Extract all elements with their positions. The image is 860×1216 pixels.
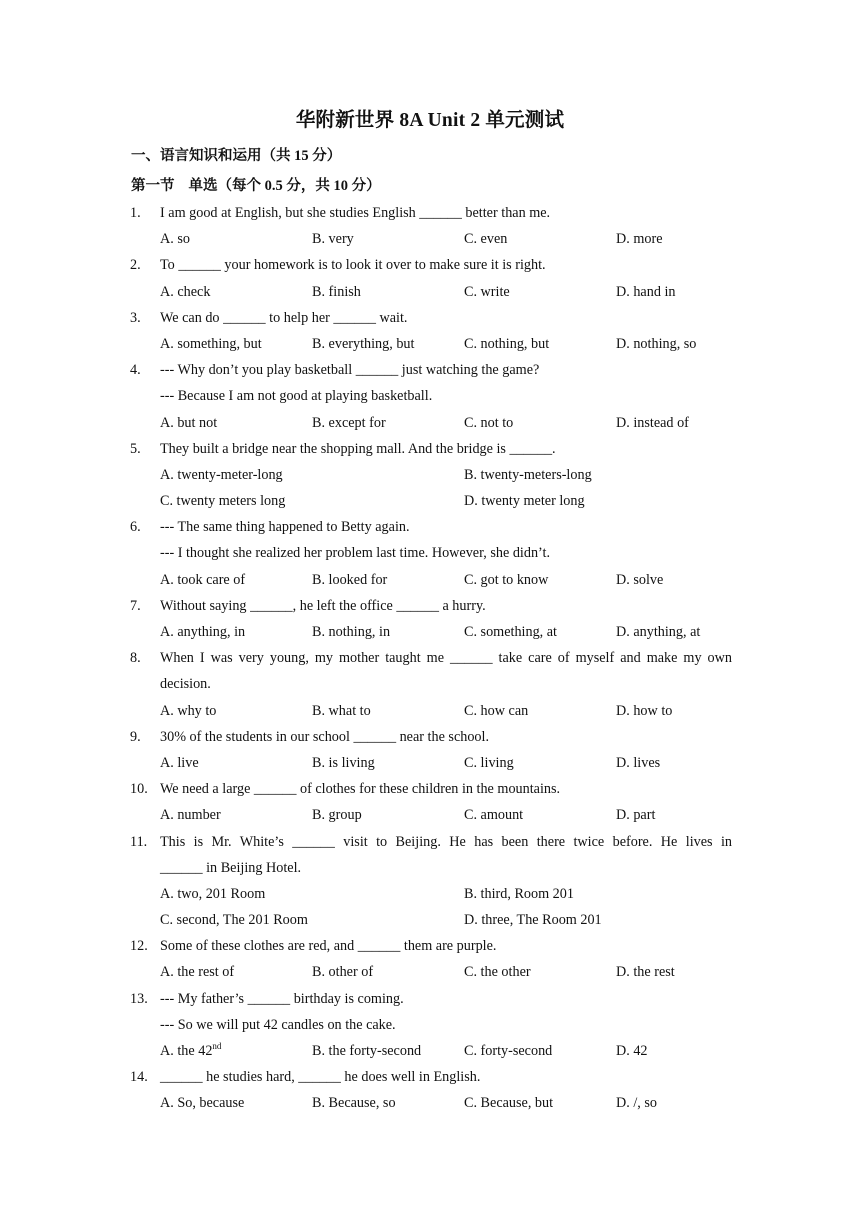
question-number: 12. xyxy=(130,938,148,955)
question-line xyxy=(0,305,860,331)
answer-option: C. amount xyxy=(464,807,524,824)
answer-option: D. twenty meter long xyxy=(464,493,585,510)
answer-option: A. so xyxy=(160,231,190,248)
subsection-part: 第一节 xyxy=(131,178,175,194)
section-heading: 一、语言知识和运用（共 15 分） xyxy=(131,148,342,164)
question-text: To ______ your homework is to look it over to make sure it is right. xyxy=(160,257,546,274)
question-number: 10. xyxy=(130,781,148,798)
question-text: This is Mr. White’s ______ visit to Beijing. He has been there twice before. He lives in xyxy=(160,833,732,850)
question-line xyxy=(0,357,860,383)
question-number: 9. xyxy=(130,728,141,745)
question-text: --- My father’s ______ birthday is coming. xyxy=(160,990,404,1007)
answer-option: D. solve xyxy=(616,571,664,588)
answer-option: B. everything, but xyxy=(312,335,415,352)
question-number: 1. xyxy=(130,205,141,221)
answer-option: B. nothing, in xyxy=(312,624,391,640)
answer-option: B. Because, so xyxy=(312,1095,396,1112)
answer-option: D. part xyxy=(616,807,656,824)
question-line xyxy=(0,200,860,226)
question-number: 2. xyxy=(130,257,141,274)
question-item xyxy=(0,514,860,593)
answer-option: D. how to xyxy=(616,702,673,719)
options-row xyxy=(0,279,860,305)
answer-option: A. but not xyxy=(160,414,218,431)
question-line xyxy=(0,933,860,959)
question-number: 4. xyxy=(130,362,141,379)
options-row xyxy=(0,802,860,828)
question-text: --- So we will put 42 candles on the cake. xyxy=(160,1016,396,1033)
question-item xyxy=(0,1064,860,1116)
question-item xyxy=(0,252,860,304)
answer-option: C. something, at xyxy=(464,624,558,640)
options-row xyxy=(0,331,860,357)
question-text: Without saying ______, he left the office ______ a hurry. xyxy=(160,597,486,614)
question-number: 13. xyxy=(130,990,148,1007)
answer-option: C. Because, but xyxy=(464,1095,554,1112)
question-number: 11. xyxy=(130,833,148,850)
answer-option: D. instead of xyxy=(616,414,689,431)
question-item xyxy=(0,724,860,776)
superscript: nd xyxy=(212,1041,222,1051)
answer-option: C. even xyxy=(464,231,508,248)
question-line xyxy=(0,514,860,540)
answer-option: B. group xyxy=(312,807,362,824)
answer-option: A. two, 201 Room xyxy=(160,885,266,902)
answer-option: D. hand in xyxy=(616,283,676,300)
question-line xyxy=(0,829,860,855)
question-text: ______ in Beijing Hotel. xyxy=(160,859,302,876)
answer-option: B. other of xyxy=(312,964,374,981)
question-line xyxy=(0,1064,860,1090)
answer-option: D. three, The Room 201 xyxy=(464,912,602,929)
answer-option: C. second, The 201 Room xyxy=(160,912,308,929)
options-row xyxy=(0,959,860,985)
question-text: --- Because I am not good at playing basketball. xyxy=(160,388,433,405)
options-row xyxy=(0,462,860,488)
question-text: --- I thought she realized her problem last time. However, she didn’t. xyxy=(160,545,550,562)
question-text: --- Why don’t you play basketball ______ just watching the game? xyxy=(160,362,540,379)
answer-option: B. is living xyxy=(312,754,375,771)
answer-option: C. twenty meters long xyxy=(160,493,286,510)
options-row xyxy=(0,698,860,724)
question-text: We can do ______ to help her ______ wait. xyxy=(160,309,408,326)
answer-option: B. looked for xyxy=(312,571,388,588)
question-number: 3. xyxy=(130,309,141,326)
options-row xyxy=(0,907,860,933)
question-item xyxy=(0,933,860,985)
question-line xyxy=(0,1012,860,1038)
question-text: 30% of the students in our school ______ near the school. xyxy=(160,728,490,745)
options-row xyxy=(0,881,860,907)
answer-option: A. something, but xyxy=(160,335,262,352)
question-text: We need a large ______ of clothes for these children in the mountains. xyxy=(160,781,561,798)
options-row xyxy=(0,410,860,436)
question-line xyxy=(0,540,860,566)
answer-option: C. the other xyxy=(464,964,531,981)
answer-option: D. /, so xyxy=(616,1095,657,1112)
answer-option: C. forty-second xyxy=(464,1043,553,1059)
answer-option: A. anything, in xyxy=(160,624,246,640)
page-title: 华附新世界 8A Unit 2 单元测试 xyxy=(295,110,565,131)
question-item xyxy=(0,305,860,357)
question-text: ______ he studies hard, ______ he does well in English. xyxy=(160,1069,481,1086)
question-line xyxy=(0,776,860,802)
question-item xyxy=(0,357,860,436)
answer-option: A. check xyxy=(160,283,211,300)
answer-option: A. the 42nd xyxy=(160,1041,222,1059)
question-line xyxy=(0,593,860,619)
question-line xyxy=(0,436,860,462)
question-line xyxy=(0,855,860,881)
answer-option: D. 42 xyxy=(616,1043,648,1059)
question-line xyxy=(0,252,860,278)
question-item xyxy=(0,200,860,252)
answer-option: A. live xyxy=(160,754,199,771)
answer-option: B. the forty-second xyxy=(312,1043,422,1059)
question-text: I am good at English, but she studies English ______ better than me. xyxy=(160,205,551,221)
answer-option: B. finish xyxy=(312,283,361,300)
answer-option: B. what to xyxy=(312,702,371,719)
question-number: 7. xyxy=(130,597,141,614)
answer-option: C. living xyxy=(464,754,514,771)
question-line xyxy=(0,671,860,697)
question-number: 8. xyxy=(130,650,141,667)
question-text: --- The same thing happened to Betty again. xyxy=(160,519,410,536)
question-text: decision. xyxy=(160,676,211,693)
options-row xyxy=(0,226,860,252)
question-text: They built a bridge near the shopping mall. And the bridge is ______. xyxy=(160,440,556,457)
answer-option: D. more xyxy=(616,231,663,248)
question-line xyxy=(0,986,860,1012)
question-item xyxy=(0,645,860,724)
answer-option: C. not to xyxy=(464,414,514,431)
answer-option: D. nothing, so xyxy=(616,335,697,352)
options-row xyxy=(0,750,860,776)
options-row xyxy=(0,567,860,593)
question-text: When I was very young, my mother taught me ______ take care of myself and make my own xyxy=(160,650,732,667)
question-line xyxy=(0,724,860,750)
answer-option: B. third, Room 201 xyxy=(464,885,574,902)
question-number: 5. xyxy=(130,440,141,457)
options-row xyxy=(0,1038,860,1064)
answer-option: D. the rest xyxy=(616,964,675,981)
answer-option: A. why to xyxy=(160,702,217,719)
answer-option: A. the rest of xyxy=(160,964,235,981)
question-item xyxy=(0,776,860,828)
answer-option: A. took care of xyxy=(160,571,246,588)
options-row xyxy=(0,488,860,514)
question-number: 6. xyxy=(130,519,141,536)
question-list xyxy=(0,200,860,1117)
question-item xyxy=(0,986,860,1065)
question-line xyxy=(0,645,860,671)
question-line xyxy=(0,383,860,409)
answer-option: A. So, because xyxy=(160,1095,245,1112)
question-item xyxy=(0,593,860,645)
subsection-heading xyxy=(131,174,381,195)
question-item xyxy=(0,436,860,515)
question-text: Some of these clothes are red, and ______ them are purple. xyxy=(160,938,497,955)
answer-option: C. nothing, but xyxy=(464,335,550,352)
subsection-label: 单选（每个 0.5 分，共 10 分） xyxy=(188,178,381,194)
answer-option: B. except for xyxy=(312,414,386,431)
answer-option: A. twenty-meter-long xyxy=(160,466,283,483)
answer-option: B. very xyxy=(312,231,354,248)
options-row xyxy=(0,619,860,645)
answer-option: C. how can xyxy=(464,702,529,719)
question-number: 14. xyxy=(130,1069,148,1086)
answer-option: A. number xyxy=(160,807,221,824)
answer-option: D. anything, at xyxy=(616,624,701,640)
options-row xyxy=(0,1090,860,1116)
answer-option: C. write xyxy=(464,283,510,300)
answer-option: D. lives xyxy=(616,754,661,771)
question-item xyxy=(0,829,860,934)
answer-option: B. twenty-meters-long xyxy=(464,466,592,483)
answer-option: C. got to know xyxy=(464,571,549,588)
